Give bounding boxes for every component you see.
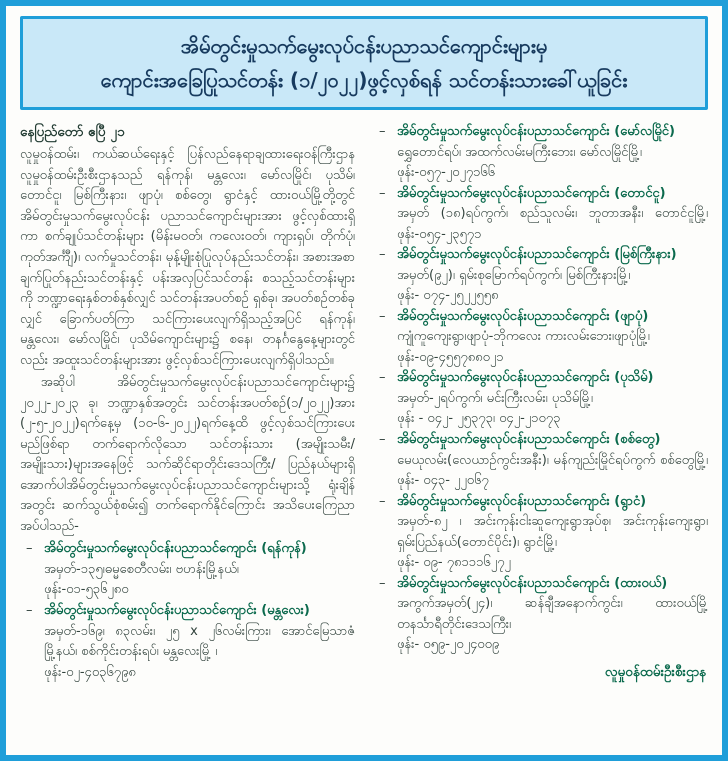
dash-bullet: –: [379, 575, 386, 591]
school-name: အိမ်တွင်းမှုသက်မွေးလုပ်ငန်းပညာသင်ကျောင်း (စစ်တွေ): [397, 431, 661, 447]
school-item: [373, 122, 708, 184]
school-body: [397, 122, 708, 184]
school-item: [373, 245, 708, 307]
school-name: အိမ်တွင်းမှုသက်မွေးလုပ်ငန်းပညာသင်ကျောင်း (ပုသိမ်): [397, 370, 654, 386]
school-detail-line: အမှတ်(၉၂)၊ ရှမ်းစုမြောက်ရပ်ကွက်၊ မြစ်ကြီးနားမြို့၊: [397, 267, 631, 283]
school-body: [397, 307, 708, 369]
school-body: [397, 368, 708, 430]
dash-bullet: –: [379, 124, 386, 139]
school-item: [373, 574, 708, 656]
school-item: [373, 430, 708, 492]
school-body: [397, 430, 708, 492]
school-list-left: [20, 539, 355, 683]
article-body: [16, 120, 712, 683]
school-body: [397, 574, 708, 656]
school-detail-line: ဖုန်း- ၀၇၄-၂၅၂၂၅၅၈: [397, 288, 499, 304]
school-detail-line: အမှတ်-၈၂ ၊ အင်းကုန်းငါးဆူကျေးရွာအုပ်စု၊ အင်းကုန်းကျေးရွာ၊ ရှမ်းပြည်နယ်(တောင်ပိုင်း)၊ ရွာငံမြို့၊: [397, 514, 708, 550]
school-detail-line: အမှတ်-၂ရပ်ကွက်၊ မင်းကြီးလမ်း၊ ပုသိမ်မြို့၊: [397, 390, 593, 406]
school-detail-line: ဖုန်း - ၀၄၂- ၂၅၃၇၃၊ ၀၄၂-၂၁၀၇၃: [397, 411, 561, 427]
dash-bullet: –: [379, 185, 386, 201]
school-detail-line: အမှတ်-၁၃၅၊ဓမ္မစေတီလမ်း၊ ဗဟန်းမြို့နယ်၊: [44, 561, 239, 577]
dash-bullet: –: [379, 370, 386, 386]
school-body: [397, 492, 708, 574]
school-detail-line: ဖုန်း-၀၂-၄၀၃၆၇၉၈: [44, 664, 136, 680]
column-left: [20, 122, 355, 683]
school-detail-line: အမှတ် (၁၈)ရပ်ကွက်၊ စည်သူလမ်း၊ ဘူတာအနီး၊ တောင်ငူမြို့၊ ဖုန်း-၀၅၄-၂၃၅၇၁: [397, 206, 708, 242]
dash-bullet: –: [379, 247, 386, 263]
dash-bullet: –: [379, 431, 386, 447]
school-name: အိမ်တွင်းမှုသက်မွေးလုပ်ငန်းပညာသင်ကျောင်း (ဖျာပုံ): [397, 308, 649, 324]
dash-bullet: –: [26, 603, 33, 619]
school-detail-line: ဖုန်း- ၀၉- ၇၈၁၁၁၆၂၇၂: [397, 555, 511, 571]
page-title-line-2: ကျောင်းအခြေပြုသင်တန်း (၁/၂၀၂၂)ဖွင့်လှစ်ရန် သင်တန်းသားခေါ်ယူခြင်း: [100, 68, 628, 92]
school-item: [20, 539, 355, 601]
paragraph-1: လူမှုဝန်ထမ်း၊ ကယ်ဆယ်ရေးနှင့် ပြန်လည်နေရာချထားရေးဝန်ကြီးဌာန လူမှုဝန်ထမ်းဦးစီးဌာနသည် ရန်ကုန်၊ မန္တလေး၊ မော်လမြိုင်၊ ပုသိမ်၊ တောင်ငူ၊ မြစ်ကြီးနား၊ ဖျာပုံ၊ စစ်တွေ၊ ရွာငံနှင့် ထားဝယ်မြို့တို့တွင် အိမ်တွင်းမှုသက်မွေးလုပ်ငန်း ပညာသင်ကျောင်းများအား ဖွင့်လှစ်ထားရှိကာ စက်ချုပ်သင်တန်းများ (မိန်းမဝတ်၊ ကလေးဝတ်၊ ကျားရှပ်၊ တိုက်ပုံ၊ ကုတ်အင်္ကျီ)၊ လက်မှုသင်တန်း၊ မုန့်မျိုးစုံပြုလုပ်နည်းသင်တန်း၊ အစားအစာချက်ပြုတ်နည်းသင်တန်းနှင့် ပန်းအလှပြင်သင်တန်း စသည့်သင်တန်းများကို ဘဏ္ဍာရေးနှစ်တစ်နှစ်လျှင် သင်တန်းအပတ်စဉ် ရှစ်ခု၊ အပတ်စဉ်တစ်ခုလျှင် ခြောက်ပတ်ကြာ သင်ကြားပေးလျက်ရှိသည့်အပြင် ရန်ကုန်၊ မန္တလေး၊ မော်လမြိုင်၊ ပုသိမ်ကျောင်းများ၌ စနေ၊ တနင်္ဂနွေနေ့များတွင်လည်း အထူးသင်တန်းများအား ဖွင့်လှစ်သင်ကြားပေးလျက်ရှိပါသည်။: [20, 147, 355, 368]
school-detail-line: ဖုန်း-၀၅၇-၂၀၂၇၁၆၆: [397, 165, 496, 181]
school-body: [397, 184, 708, 246]
school-item: [373, 307, 708, 369]
school-item: [373, 368, 708, 430]
school-detail-line: ရွှေတောင်ရပ်၊ အထက်လမ်းမကြီးဘေး၊ မော်လမြိုင်မြို့၊: [397, 144, 642, 160]
school-detail-line: အကွက်အမှတ်(၂၄)၊ ဆန်ချီအနောက်ကွင်း၊ ထားဝယ်မြို့ တနင်္သာရီတိုင်းဒေသကြီး၊: [397, 596, 708, 632]
school-body: [44, 539, 355, 601]
school-name: အိမ်တွင်းမှုသက်မွေးလုပ်ငန်းပညာသင်ကျောင်း (မော်လမြိုင်): [397, 124, 675, 139]
school-detail-line: ဖုန်း- ၀၅၉-၂၀၂၄၀၀၉: [397, 637, 500, 653]
school-item: [20, 601, 355, 683]
dateline: နေပြည်တော် ဧပြီ ၂၁: [20, 124, 125, 140]
school-item: [373, 492, 708, 574]
signature: လူမှုဝန်ထမ်းဦးစီးဌာန: [604, 663, 706, 680]
school-name: အိမ်တွင်းမှုသက်မွေးလုပ်ငန်းပညာသင်ကျောင်း (မန္တလေး): [44, 603, 310, 619]
school-detail-line: အမှတ်-၁၆၉၊ ၈၃လမ်း၊ ၂၅ x ၂၆လမ်းကြား၊ အောင်မြေသာဇံမြို့နယ်၊ စစ်ကိုင်းတန်းရပ်၊ မန္တလေးမြို့ ၊: [44, 623, 355, 660]
school-name: အိမ်တွင်းမှုသက်မွေးလုပ်ငန်းပညာသင်ကျောင်း (ရန်ကုန်): [44, 541, 307, 557]
paragraph-2: အဆိုပါ အိမ်တွင်းမှုသက်မွေးလုပ်ငန်းပညာသင်ကျောင်းများ၌ ၂၀၂၂-၂၀၂၃ ခု၊ ဘဏ္ဍာနှစ်အတွင်း သင်တန်းအပတ်စဉ်(၁/၂၀၂၂)အား (၂-၅-၂၀၂၂)ရက်နေ့မှ (၁၀-၆-၂၀၂၂)ရက်နေ့ထိ ဖွင့်လှစ်သင်ကြားပေးမည်ဖြစ်ရာ တက်ရောက်လိုသော သင်တန်းသား (အမျိုးသမီး/ အမျိုးသား)များအနေဖြင့် သက်ဆိုင်ရာတိုင်းဒေသကြီး/ ပြည်နယ်များရှိ အောက်ပါအိမ်တွင်းမှုသက်မွေးလုပ်ငန်းပညာသင်ကျောင်းများသို့ ရုံးချိန်အတွင်း ဆက်သွယ်စုံစမ်း၍ တက်ရောက်နိုင်ကြောင်း အသိပေးကြေညာအပ်ပါသည်-: [20, 375, 355, 534]
school-body: [44, 601, 355, 683]
school-name: အိမ်တွင်းမှုသက်မွေးလုပ်ငန်းပညာသင်ကျောင်း (တောင်ငူ): [397, 185, 666, 201]
school-name: အိမ်တွင်းမှုသက်မွေးလုပ်ငန်းပညာသင်ကျောင်း (ထားဝယ်): [397, 575, 668, 591]
column-right: [373, 122, 708, 683]
school-detail-line: ကျုံကူကျေးရွာ၊ဖျာပုံ-ဘိုကလေး ကားလမ်းဘေး၊ဖျာပုံမြို့၊: [397, 329, 650, 345]
school-detail-line: ဖုန်း-၀၁-၅၃၆၂၈၀: [44, 582, 129, 598]
school-name: အိမ်တွင်းမှုသက်မွေးလုပ်ငန်းပညာသင်ကျောင်း (မြစ်ကြီးနား): [397, 247, 677, 263]
school-detail-line: မေယုလမ်း(လေယာဉ်ကွင်းအနီး)၊ မန်ကျည်းမြိုင်ရပ်ကွက် စစ်တွေမြို့၊ ဖုန်း- ၀၄၃- ၂၂၀၆၇: [397, 452, 708, 489]
school-body: [397, 245, 708, 307]
dash-bullet: –: [26, 541, 33, 557]
school-name: အိမ်တွင်းမှုသက်မွေးလုပ်ငန်းပညာသင်ကျောင်း (ရွာငံ): [397, 493, 647, 509]
dash-bullet: –: [379, 493, 386, 509]
dash-bullet: –: [379, 308, 386, 324]
school-detail-line: ဖုန်း-၀၉-၄၅၅၇၈၈၀၂၁: [397, 349, 504, 365]
school-item: [373, 184, 708, 246]
page-title-line-1: အိမ်တွင်းမှုသက်မွေးလုပ်ငန်းပညာသင်ကျောင်းများမှ: [180, 34, 548, 58]
school-list-right: [373, 122, 708, 656]
announcement-header-box: [20, 16, 708, 110]
